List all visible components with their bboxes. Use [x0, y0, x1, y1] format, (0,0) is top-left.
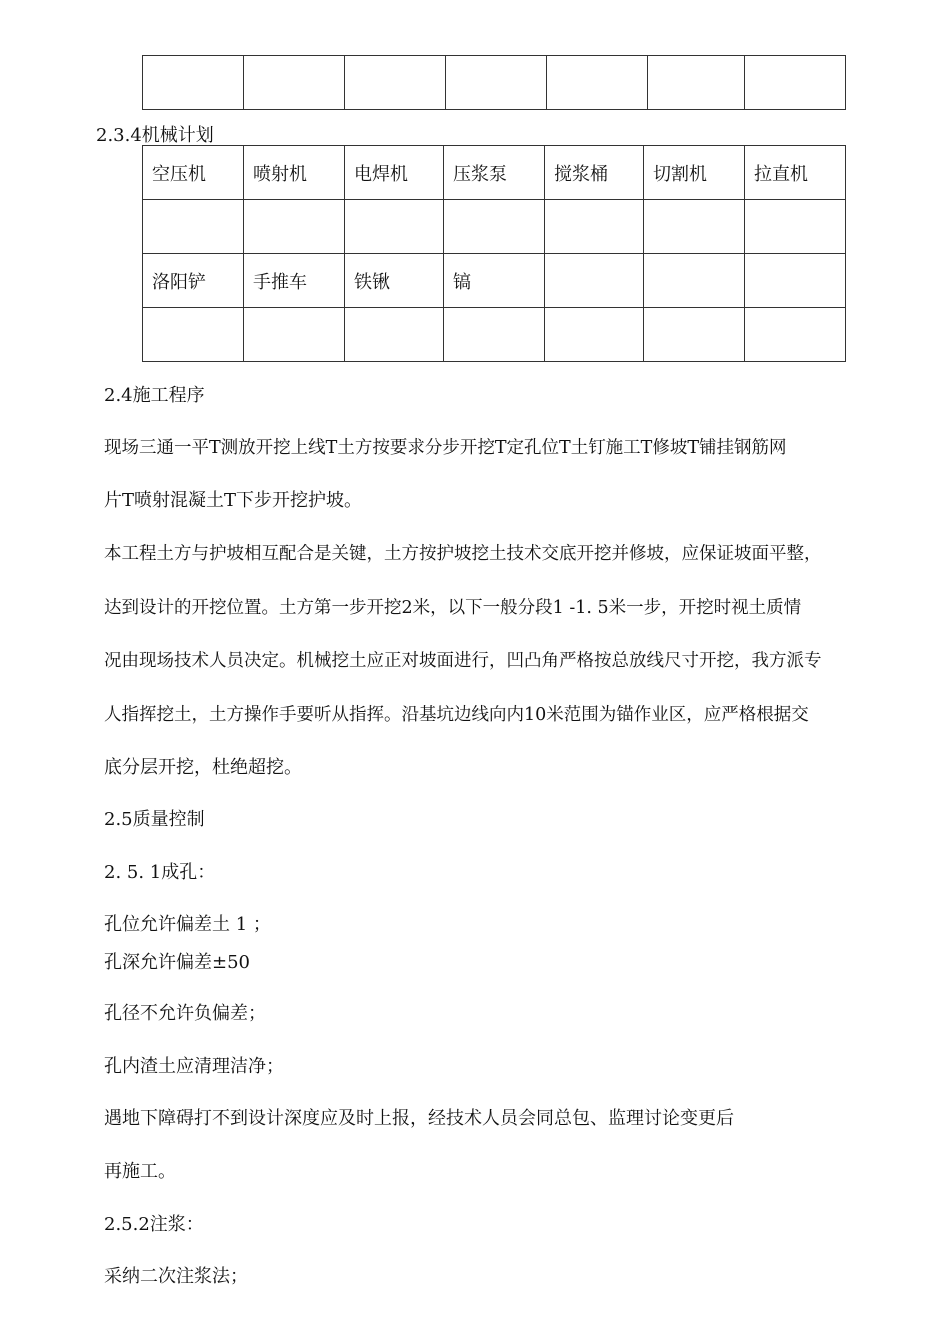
table-cell — [143, 308, 244, 362]
table-row — [143, 56, 846, 110]
list-item: 孔深允许偏差±50 — [104, 952, 250, 973]
table-cell: 手推车 — [244, 254, 345, 308]
table-cell — [143, 56, 244, 110]
flow-text-line: 片T喷射混凝土T下步开挖护坡。 — [104, 490, 363, 511]
table-cell — [745, 56, 846, 110]
table-cell: 空压机 — [143, 146, 244, 200]
table-row — [143, 146, 846, 200]
table-cell — [644, 254, 745, 308]
list-item: 孔内渣土应清理洁净； — [104, 1056, 284, 1077]
table-cell: 喷射机 — [244, 146, 345, 200]
table-cell: 电焊机 — [345, 146, 444, 200]
table-cell: 压浆泵 — [444, 146, 545, 200]
section-24-heading: 2.4施工程序 — [104, 385, 205, 406]
section-234-heading: 2.3.4机械计划 — [96, 125, 214, 146]
list-item: 采纳二次注浆法； — [104, 1266, 248, 1287]
paragraph-line: 底分层开挖，杜绝超挖。 — [104, 757, 302, 778]
table-cell — [545, 200, 644, 254]
table-cell — [244, 308, 345, 362]
table-cell — [446, 56, 547, 110]
table-cell — [644, 200, 745, 254]
table-cell — [547, 56, 648, 110]
table-cell — [345, 200, 444, 254]
table-cell — [745, 308, 846, 362]
paragraph-line: 达到设计的开挖位置。土方第一步开挖2米，以下一般分段1 -1. 5米一步，开挖时视土质情 — [104, 598, 802, 618]
table-cell: 切割机 — [644, 146, 745, 200]
machine-table — [142, 145, 846, 362]
paragraph-line: 人指挥挖土，土方操作手要听从指挥。沿基坑边线向内10米范围为锚作业区，应严格根据交 — [104, 705, 809, 725]
table-cell — [143, 200, 244, 254]
table-cell — [648, 56, 745, 110]
table-cell — [545, 308, 644, 362]
table-cell — [644, 308, 745, 362]
table-cell — [345, 308, 444, 362]
subsection-251-heading: 2. 5. 1成孔： — [104, 862, 216, 883]
paragraph-line: 本工程土方与护坡相互配合是关键，土方按护坡挖土技术交底开挖并修坡，应保证坡面平整， — [104, 544, 822, 564]
table-cell — [345, 56, 446, 110]
table-cell — [745, 200, 846, 254]
table-cell: 搅浆桶 — [545, 146, 644, 200]
table-cell: 铁锹 — [345, 254, 444, 308]
list-item: 孔径不允许负偏差； — [104, 1003, 266, 1024]
top-table — [142, 55, 846, 110]
list-item: 遇地下障碍打不到设计深度应及时上报，经技术人员会同总包、监理讨论变更后 — [104, 1108, 734, 1129]
flow-text-line: 现场三通一平T测放开挖上线T土方按要求分步开挖T定孔位T土钉施工T修坡T铺挂钢筋网 — [104, 438, 787, 458]
list-item: 孔位允许偏差土 1 ； — [104, 914, 271, 935]
table-cell — [745, 254, 846, 308]
paragraph-line: 况由现场技术人员决定。机械挖土应正对坡面进行，凹凸角严格按总放线尺寸开挖，我方派专 — [104, 651, 822, 671]
section-25-heading: 2.5质量控制 — [104, 809, 205, 830]
table-row — [143, 308, 846, 362]
table-cell — [444, 308, 545, 362]
subsection-252-heading: 2.5.2注浆： — [104, 1214, 204, 1235]
table-row — [143, 200, 846, 254]
table-cell: 拉直机 — [745, 146, 846, 200]
table-row — [143, 254, 846, 308]
table-cell — [244, 56, 345, 110]
table-cell: 镐 — [444, 254, 545, 308]
table-cell — [545, 254, 644, 308]
list-item: 再施工。 — [104, 1161, 176, 1182]
table-cell — [444, 200, 545, 254]
table-cell: 洛阳铲 — [143, 254, 244, 308]
table-cell — [244, 200, 345, 254]
